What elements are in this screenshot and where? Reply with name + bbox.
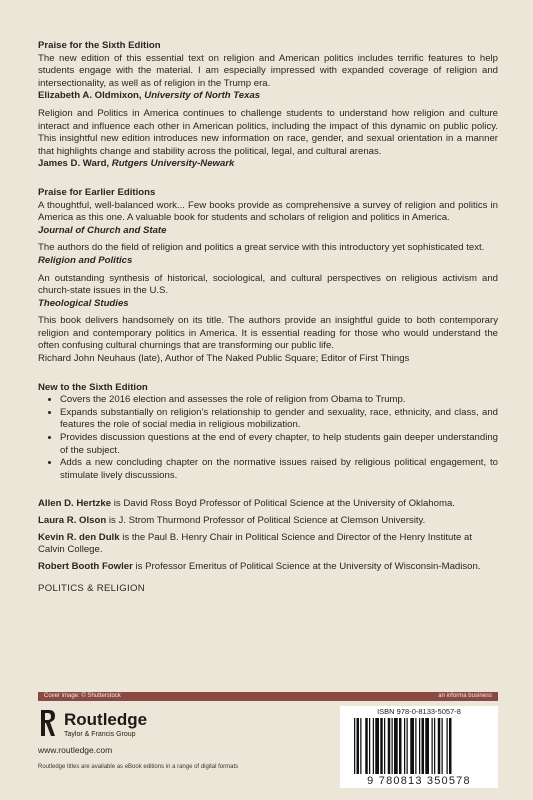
isbn-barcode <box>340 706 498 788</box>
praise-sixth-heading: Praise for the Sixth Edition <box>38 40 161 51</box>
new-edition-list <box>38 394 498 482</box>
cover-image-credit: Cover image: © Shutterstock <box>44 693 121 699</box>
author-name: Laura R. Olson <box>38 515 107 526</box>
author-name: Robert Booth Fowler <box>38 560 133 572</box>
publisher-name: Routledge <box>64 710 148 729</box>
isbn-text: ISBN 978-0-8133-5057-8 <box>377 707 461 716</box>
cover-credit-strip <box>38 692 498 701</box>
author-bio <box>38 515 498 528</box>
review-source: Religion and Politics <box>38 254 133 266</box>
author-name: Kevin R. den Dulk <box>38 531 120 543</box>
review-source: Theological Studies <box>38 297 129 309</box>
list-item: • Covers the 2016 election and assesses the role of religion from Obama to Trump. <box>60 394 498 407</box>
quote-oldmixon: The new edition of this essential text on religion and American politics includes terrific features to help students engage with the material. I am especially impressed with expanded coverage of religion and intersectionality, as well as of religion in the Trump era. <box>38 52 498 89</box>
attribution-affiliation: University of North Texas <box>144 90 261 102</box>
praise-earlier-section <box>38 187 498 366</box>
attribution-name: Elizabeth A. Oldmixon, <box>38 90 142 102</box>
ebook-note: Routledge titles are available as eBook editions in a range of digital formats <box>38 764 239 770</box>
list-item: • Adds a new concluding chapter on the normative issues raised by religious political engagement, to stimulate lively discussions. <box>60 457 498 482</box>
author-bio <box>38 532 498 557</box>
author-description: is David Ross Boyd Professor of Political Science at the University of Oklahoma. <box>113 498 455 510</box>
publisher-group: Taylor & Francis Group <box>64 731 136 738</box>
routledge-logo-icon <box>38 708 58 738</box>
review-source: Journal of Church and State <box>38 224 167 236</box>
publisher-url: www.routledge.com <box>38 745 113 755</box>
review-quote: This book delivers handsomely on its title. The authors provide an insightful guide to both contemporary religion and contemporary politics in America. It is essential reading for those who would understand the often confusing cultural churnings that are transforming our public life. <box>38 315 498 352</box>
author-name: Allen D. Hertzke <box>38 498 112 510</box>
new-edition-section <box>38 382 498 483</box>
review-quote: A thoughtful, well-balanced work... Few books provide as comprehensive a survey of religion and politics in America as this one. A valuable book for students and scholars of religion and politics in America. <box>38 199 498 224</box>
praise-sixth-section <box>38 40 498 171</box>
back-cover-text <box>38 40 498 596</box>
informa-business-label: an informa business <box>438 693 492 699</box>
author-bios <box>38 498 498 573</box>
review-quote: An outstanding synthesis of historical, sociological, and cultural perspectives on religious activism and church-state issues in the U.S. <box>38 272 498 297</box>
attribution-affiliation: Rutgers University-Newark <box>111 158 235 170</box>
author-description: is Professor Emeritus of Political Science at the University of Wisconsin-Madison. <box>135 560 481 572</box>
new-edition-heading: New to the Sixth Edition <box>38 381 148 393</box>
attribution-name: James D. Ward, <box>38 158 110 170</box>
author-description: is the Paul B. Henry Chair in Political Science and Director of the Henry Institute at Calvin College. <box>38 531 473 556</box>
author-bio <box>38 561 498 574</box>
author-bio <box>38 498 498 511</box>
review-source-neuhaus: Richard John Neuhaus (late), Author of The Naked Public Square; Editor of First Things <box>38 353 410 365</box>
review-quote: The authors do the field of religion and politics a great service with this introductory yet sophisticated text. <box>38 242 485 254</box>
barcode-digits: 9 780813 350578 <box>367 775 471 787</box>
list-item: • Expands substantially on religion's relationship to gender and sexuality, race, ethnicity, and class, and features the role of social media in religious mobilization. <box>60 407 498 432</box>
barcode-icon <box>352 718 488 774</box>
subject-category: POLITICS & RELIGION <box>38 583 145 595</box>
praise-earlier-heading: Praise for Earlier Editions <box>38 186 156 198</box>
attribution-oldmixon <box>38 90 498 103</box>
quote-ward: Religion and Politics in America continues to challenge students to understand how religion and culture interact and influence each other in American politics, including the impact of this dynamic on public policy. This insightful new edition introduces new information on race, gender, and sexual orientation in a manner that highlights change and stability across the political, legal, and cultural arenas. <box>38 107 498 157</box>
author-description: is J. Strom Thurmond Professor of Political Science at Clemson University. <box>108 515 426 526</box>
list-item: • Provides discussion questions at the end of every chapter, to help students gain deeper understanding of the subject. <box>60 432 498 457</box>
attribution-ward <box>38 158 498 171</box>
